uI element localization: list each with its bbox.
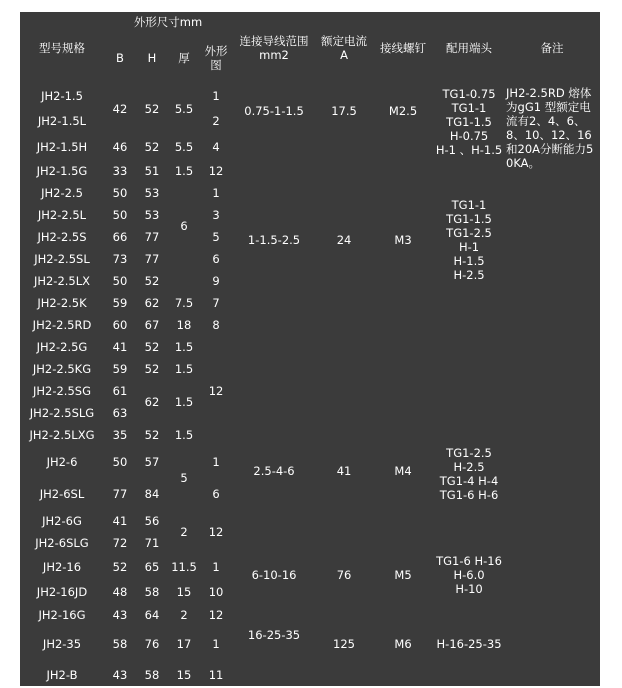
fittings-cell [434, 446, 504, 554]
screw-cell: M3 [394, 233, 412, 247]
screw-cell: M5 [394, 568, 412, 582]
b-cell: 42 [112, 102, 128, 116]
h-cell: 56 [144, 514, 160, 528]
b-cell: 52 [112, 560, 128, 574]
table-row [20, 446, 600, 478]
thickness-cell [168, 270, 200, 292]
fittings-cell [434, 84, 504, 182]
fig-cell: 1 [212, 637, 220, 651]
b-cell: 41 [112, 514, 128, 528]
empty-cell [316, 662, 372, 688]
wire-range-cell: 1-1.5-2.5 [247, 233, 301, 247]
fig-cell: 1 [212, 455, 220, 469]
fig-cell: 11 [208, 668, 224, 682]
wire-range-cell: 6-10-16 [251, 568, 297, 582]
rated-current-cell: 76 [336, 568, 352, 582]
h-cell: 77 [144, 230, 160, 244]
model-cell: JH2-1.5L [37, 114, 87, 128]
h-cell: 65 [144, 560, 160, 574]
rated-current-cell: 125 [333, 637, 355, 651]
screw-cell: M2.5 [388, 104, 418, 118]
fig-cell: 12 [208, 384, 224, 398]
b-cell: 60 [112, 318, 128, 332]
h-cell: 62 [144, 296, 160, 310]
wire-range-cell: 16-25-35 [247, 628, 301, 642]
b-cell: 59 [112, 296, 128, 310]
thickness-cell: 11.5 [171, 560, 197, 574]
fitting-item: TG1-1.5 [446, 212, 492, 226]
fitting-item: H-6.0 [453, 568, 485, 582]
model-cell: JH2-2.5G [36, 340, 88, 354]
h-cell: 62 [144, 395, 160, 409]
model-cell: JH2-1.5H [36, 139, 88, 154]
thickness-cell: 15 [176, 585, 192, 599]
model-cell: JH2-2.5K [37, 296, 87, 310]
model-cell: JH2-2.5 [41, 186, 83, 200]
fig-cell: 12 [208, 608, 224, 622]
thickness-cell: 5.5 [174, 102, 194, 116]
model-cell: JH2-B [46, 668, 78, 682]
h-cell: 71 [144, 536, 160, 550]
model-cell: JH2-2.5SG [32, 384, 91, 398]
h-cell: 52 [144, 340, 160, 354]
header-row-1 [20, 12, 600, 32]
fig-cell: 5 [212, 230, 220, 244]
header-rated-current: 额定电流 A [321, 34, 368, 62]
b-cell: 50 [112, 455, 128, 469]
empty-cell [372, 662, 434, 688]
h-cell: 58 [144, 585, 160, 599]
b-cell: 77 [112, 487, 128, 501]
rated-current-cell: 17.5 [331, 104, 357, 118]
fig-cell: 9 [212, 274, 220, 288]
fig-cell: 10 [208, 585, 224, 599]
empty-cell [434, 662, 504, 688]
thickness-cell: 18 [176, 318, 192, 332]
fitting-item: H-2.5 [453, 460, 485, 474]
fig-cell: 3 [212, 208, 220, 222]
thickness-cell: 7.5 [174, 296, 194, 310]
b-cell: 48 [112, 585, 128, 599]
h-cell: 84 [144, 487, 160, 501]
notes-empty-cell [504, 554, 600, 688]
model-cell: JH2-16G [38, 608, 86, 622]
model-cell: JH2-6SLG [35, 536, 89, 550]
thickness-cell: 5 [180, 471, 188, 485]
fitting-item: TG1-1 [451, 198, 487, 212]
fig-cell: 4 [212, 139, 220, 154]
h-cell: 58 [144, 668, 160, 682]
table-row [20, 554, 600, 580]
fitting-item: TG1-1.5 [446, 115, 492, 129]
h-cell: 53 [144, 208, 160, 222]
spec-table [20, 12, 600, 688]
header-wire-range: 连接导线范围 mm2 [239, 34, 309, 62]
model-cell: JH2-2.5SL [34, 252, 90, 266]
h-cell: 52 [144, 274, 160, 288]
header-screw: 接线螺钉 [380, 41, 427, 55]
b-cell: 46 [112, 139, 128, 154]
header-dims-group: 外形尺寸mm [133, 15, 203, 29]
b-cell: 41 [112, 340, 128, 354]
fittings-cell [434, 554, 504, 626]
h-cell: 64 [144, 608, 160, 622]
fitting-item: TG1-4 H-4 [439, 474, 499, 488]
model-cell: JH2-6SL [39, 487, 85, 501]
fitting-item: H-2.5 [453, 268, 485, 282]
b-cell: 33 [112, 163, 128, 178]
fig-cell: 1 [212, 560, 220, 574]
fitting-item: H-10 [455, 582, 483, 596]
fig-cell: 2 [212, 114, 220, 128]
b-cell: 59 [112, 362, 128, 376]
model-cell: JH2-6G [42, 514, 82, 528]
thickness-cell: 5.5 [174, 139, 194, 154]
screw-cell: M4 [394, 464, 412, 478]
fitting-item: TG1-2.5 [446, 226, 492, 240]
header-model: 型号规格 [39, 41, 85, 55]
fittings-cell [434, 182, 504, 446]
h-cell: 67 [144, 318, 160, 332]
wire-range-cell: 2.5-4-6 [253, 464, 295, 478]
model-cell: JH2-16 [42, 560, 82, 574]
header-shape-fig: 外形图 [204, 44, 228, 72]
model-cell: JH2-2.5S [37, 230, 87, 244]
thickness-cell: 2 [180, 608, 188, 622]
thickness-cell: 15 [176, 668, 192, 682]
h-cell: 52 [144, 102, 160, 116]
h-cell: 53 [144, 186, 160, 200]
model-cell: JH2-2.5L [37, 208, 87, 222]
header-b: B [116, 51, 124, 65]
fig-cell: 1 [212, 89, 220, 103]
fitting-item: H-1 [458, 240, 480, 254]
model-cell: JH2-1.5 [41, 89, 83, 103]
b-cell: 61 [112, 384, 128, 398]
fittings-cell: H-16-25-35 [436, 637, 502, 651]
thickness-cell: 6 [180, 219, 188, 233]
thickness-cell: 1.5 [174, 395, 194, 409]
thickness-cell: 1.5 [174, 362, 194, 376]
rated-current-cell: 41 [336, 464, 352, 478]
b-cell: 50 [112, 274, 128, 288]
b-cell: 72 [112, 536, 128, 550]
b-cell: 58 [112, 637, 128, 651]
notes-text: JH2-2.5RD 熔体为gG1 型额定电流有2、4、6、8、10、12、16 和20A分断能力50KA。 [506, 86, 594, 170]
notes-cell [504, 84, 600, 248]
spec-table-container [20, 12, 600, 686]
model-cell: JH2-6 [46, 455, 78, 469]
header-notes: 备注 [540, 41, 564, 55]
thickness-cell: 1.5 [174, 163, 194, 178]
b-cell: 43 [112, 668, 128, 682]
fitting-item: TG1-2.5 [446, 446, 492, 460]
fig-cell: 1 [212, 186, 220, 200]
fig-cell: 7 [212, 296, 220, 310]
model-cell: JH2-2.5KG [32, 362, 92, 376]
model-cell: JH2-1.5G [36, 163, 88, 178]
screw-cell: M6 [394, 637, 412, 651]
h-cell: 57 [144, 455, 160, 469]
b-cell: 43 [112, 608, 128, 622]
header-thickness: 厚 [178, 51, 190, 65]
fig-cell: 12 [208, 163, 224, 178]
fitting-item: TG1-0.75 [442, 87, 496, 101]
fitting-item: TG1-6 H-6 [439, 488, 499, 502]
model-cell: JH2-2.5SLG [29, 406, 95, 420]
h-cell: 52 [144, 139, 160, 154]
h-cell: 52 [144, 428, 160, 442]
thickness-cell: 1.5 [174, 428, 194, 442]
table-row [20, 84, 600, 108]
b-cell: 66 [112, 230, 128, 244]
thickness-cell: 2 [180, 525, 188, 539]
h-cell: 76 [144, 637, 160, 651]
b-cell: 50 [112, 208, 128, 222]
fig-cell: 6 [212, 252, 220, 266]
fig-cell: 6 [212, 487, 220, 501]
fig-cell: 8 [212, 318, 220, 332]
wire-range-cell: 0.75-1-1.5 [244, 104, 304, 118]
rated-current-cell: 24 [336, 233, 352, 247]
fitting-item: TG1-6 H-16 [436, 554, 502, 568]
empty-cell [232, 662, 316, 688]
fitting-item: TG1-1 [451, 101, 487, 115]
h-cell: 51 [144, 163, 160, 178]
model-cell: JH2-2.5LX [33, 274, 91, 288]
model-cell: JH2-2.5LXG [29, 428, 95, 442]
model-cell: JH2-16JD [36, 585, 88, 599]
b-cell: 35 [112, 428, 128, 442]
header-fittings: 配用端头 [446, 41, 493, 55]
model-cell: JH2-35 [42, 637, 82, 651]
thickness-cell: 1.5 [174, 340, 194, 354]
h-cell: 52 [144, 362, 160, 376]
fitting-item: H-1 、H-1.5 [435, 143, 503, 157]
b-cell: 63 [112, 406, 128, 420]
b-cell: 73 [112, 252, 128, 266]
thickness-cell: 17 [176, 637, 192, 651]
b-cell: 50 [112, 186, 128, 200]
header-h: H [147, 51, 157, 65]
fig-cell: 12 [208, 525, 224, 539]
h-cell: 77 [144, 252, 160, 266]
model-cell: JH2-2.5RD [32, 318, 92, 332]
fitting-item: H-0.75 [449, 129, 489, 143]
fitting-item: H-1.5 [453, 254, 485, 268]
